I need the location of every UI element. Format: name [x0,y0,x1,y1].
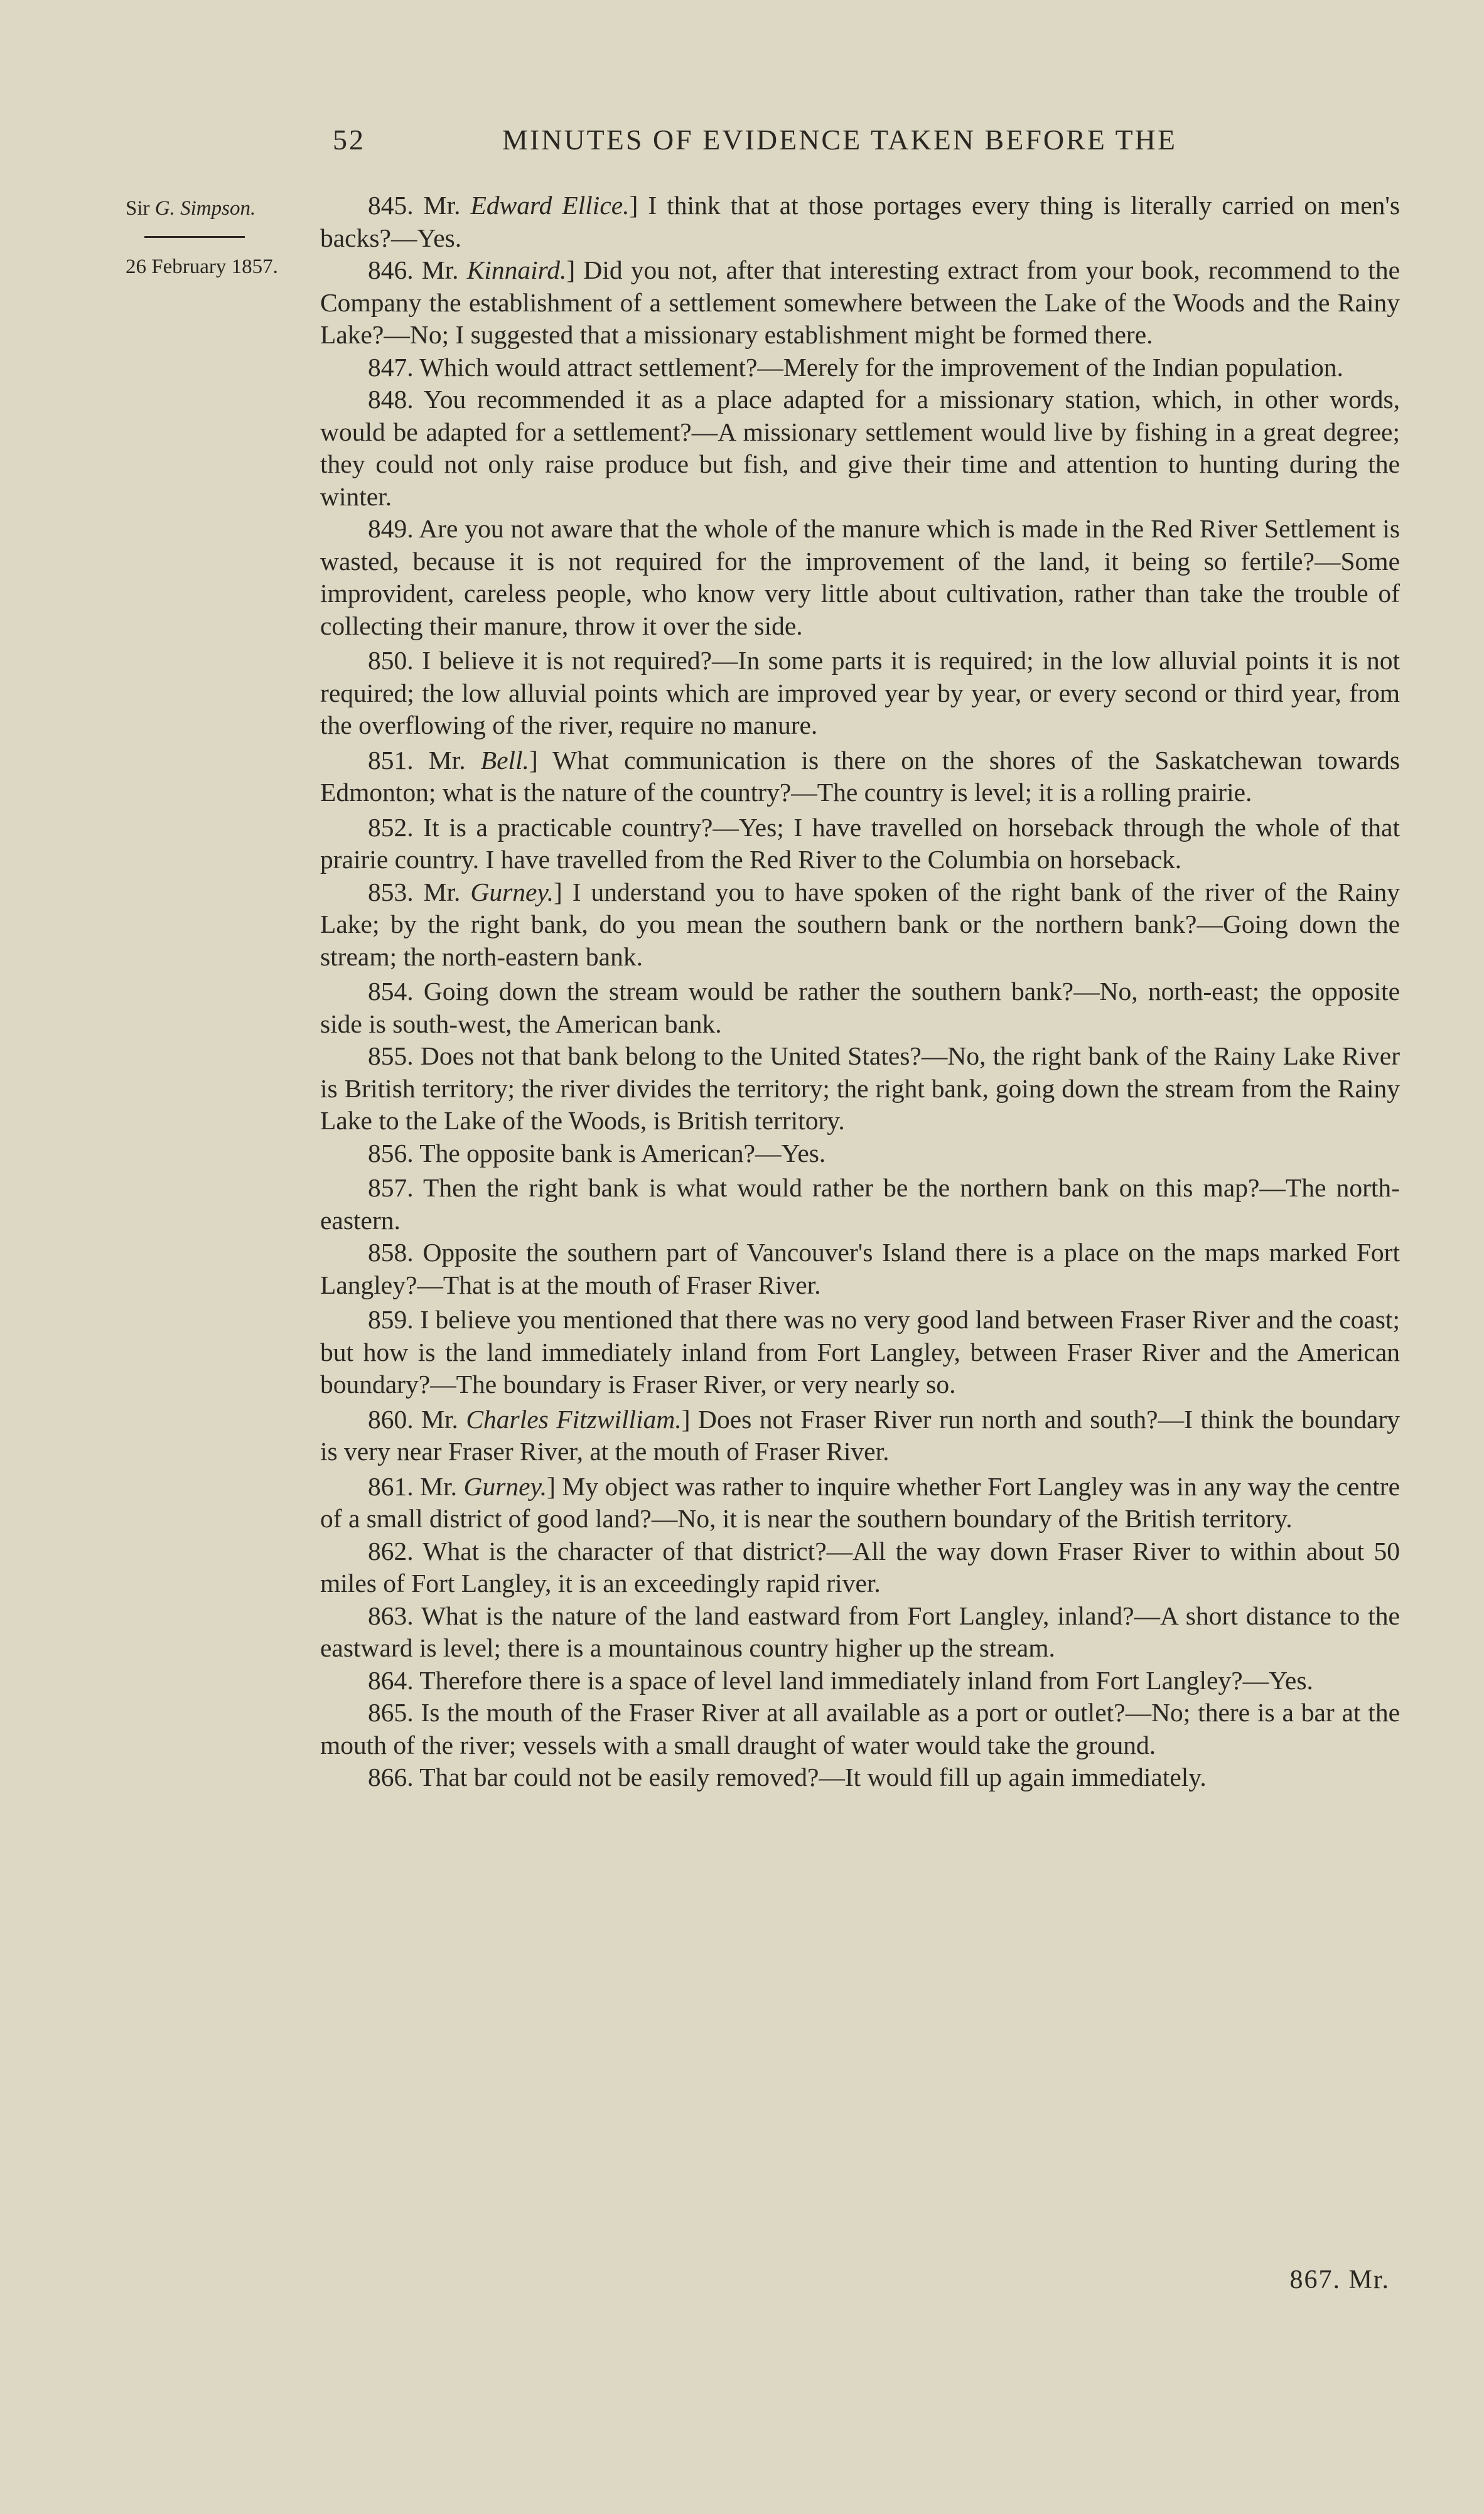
question-853 [320,876,1400,974]
question-text: Going down the stream would be rather the southern bank?—No, north-east; the opposite side is south-west, the American bank. [320,977,1401,1038]
margin-rule [144,236,245,238]
testimony-date: 26 February 1857. [126,255,278,278]
question-text: ] I understand you to have spoken of the right bank of the river of the Rainy Lake; by the right bank, do you mean the southern bank or the northern bank?—Going down the stream; the north-eastern bank. [320,877,1401,971]
question-number: 845. [368,191,414,220]
question-text: It is a practicable country?—Yes; I have travelled on horseback through the whole of that prairie country. I have travelled from the Red River to the Columbia on horseback. [320,812,1401,874]
question-text: Is the mouth of the Fraser River at all available as a port or outlet?—No; there is a bar at the mouth of the river; vessels with a small draught of water would take the ground. [320,1698,1401,1759]
question-number: 854. [368,977,414,1006]
question-854 [320,975,1400,1040]
question-864 [320,1665,1400,1697]
question-text: You recommended it as a place adapted for a missionary station, which, in other words, would be adapted for a settlement?—A missionary settlement would live by fishing in a great degree; they could not only raise produce but fish, and give their time and attention to hunting during the winter. [320,385,1400,511]
question-number: 863. [368,1601,414,1630]
running-title: MINUTES OF EVIDENCE TAKEN BEFORE THE [502,124,1177,156]
question-number: 849. [368,514,414,543]
question-863 [320,1600,1400,1665]
member-prefix: Mr. [428,745,466,775]
question-861 [320,1471,1400,1535]
member-name: Charles Fitzwilliam. [466,1404,682,1434]
question-text: ] What communication is there on the shores of the Saskatchewan towards Edmonton; what is the nature of the country?—The country is level; it is a rolling prairie. [320,745,1401,807]
question-866 [320,1761,1400,1794]
question-text: I believe it is not required?—In some parts it is required; in the low alluvial points it is not required; the low alluvial points which are improved year by year, or every second or third year, from the overflowing of the river, require no manure. [320,646,1400,739]
question-number: 852. [368,812,414,842]
question-number: 853. [368,877,414,906]
member-prefix: Mr. [423,191,461,220]
question-number: 850. [368,646,414,675]
question-851 [320,744,1400,809]
question-text: Which would attract settlement?—Merely for the improvement of the Indian population. [419,352,1343,382]
evidence-text [320,190,1400,1794]
member-prefix: Mr. [420,1471,457,1501]
question-858 [320,1237,1400,1301]
margin-note [126,193,333,282]
question-848 [320,384,1400,513]
member-name: Kinnaird. [466,255,567,284]
question-text: Are you not aware that the whole of the manure which is made in the Red River Settlement is wasted, because it is not required for the improvement of the land, it being so fertile?—Some improvident, careless people, who know very little about cultivation, rather than take the trouble of collecting their manure, throw it over the side. [320,514,1401,640]
question-text: ] Did you not, after that interesting extract from your book, recommend to the Company the establishment of a settlement somewhere between the Lake of the Woods and the Rainy Lake?—No; I suggested that a missionary establishment might be formed there. [320,255,1401,349]
question-855 [320,1040,1400,1137]
question-text: What is the nature of the land eastward from Fort Langley, inland?—A short distance to the eastward is level; there is a mountainous country higher up the stream. [320,1601,1400,1662]
question-number: 861. [368,1471,414,1501]
question-text: ] Does not Fraser River run north and south?—I think the boundary is very near Fraser River, at the mouth of Fraser River. [320,1404,1401,1466]
question-845 [320,190,1400,254]
question-862 [320,1535,1400,1600]
member-name: Gurney. [463,1471,547,1501]
question-number: 866. [368,1763,414,1791]
question-852 [320,812,1400,876]
question-number: 860. [368,1404,414,1434]
witness-name: Sir G. Simpson. [126,197,256,220]
question-text: ] My object was rather to inquire whether Fort Langley was in any way the centre of a small district of good land?—No, it is near the southern boundary of the British territory. [320,1471,1400,1533]
question-865 [320,1697,1400,1761]
question-850 [320,645,1400,742]
question-text: Does not that bank belong to the United States?—No, the right bank of the Rainy Lake River is British territory; the river divides the territory; the right bank, going down the stream from the Rainy Lake to the Lake of the Woods, is British territory. [320,1041,1401,1135]
question-number: 846. [368,255,414,284]
question-text: The opposite bank is American?—Yes. [419,1138,826,1168]
question-number: 847. [368,352,414,382]
member-name: Bell. [480,745,529,775]
member-prefix: Mr. [423,877,461,906]
question-number: 855. [368,1041,414,1070]
question-text: That bar could not be easily removed?—It would fill up again immediately. [419,1763,1207,1791]
question-846 [320,254,1400,352]
question-text: Then the right bank is what would rather be the northern bank on this map?—The north-eastern. [320,1173,1400,1235]
question-text: Opposite the southern part of Vancouver's Island there is a place on the maps marked Fort Langley?—That is at the mouth of Fraser River. [320,1238,1401,1299]
question-857 [320,1172,1400,1237]
member-prefix: Mr. [421,255,459,284]
question-text: ] I think that at those portages every thing is literally carried on men's backs?—Yes. [320,191,1400,252]
question-number: 862. [368,1536,414,1566]
question-859 [320,1304,1400,1401]
question-number: 864. [368,1665,414,1695]
question-number: 857. [368,1173,414,1202]
question-number: 851. [368,745,414,775]
question-number: 858. [368,1238,414,1267]
question-860 [320,1404,1400,1468]
question-text: What is the character of that district?—All the way down Fraser River to within about 50 miles of Fort Langley, it is an exceedingly rapid river. [320,1536,1400,1598]
question-849 [320,513,1400,642]
question-number: 856. [368,1138,414,1168]
question-856 [320,1137,1400,1170]
question-847 [320,352,1400,384]
question-number: 848. [368,385,414,414]
question-number: 865. [368,1698,414,1727]
page-number: 52 [333,124,365,156]
member-prefix: Mr. [421,1404,458,1434]
question-text: Therefore there is a space of level land immediately inland from Fort Langley?—Yes. [419,1665,1313,1695]
catchword: 867. Mr. [1289,2265,1390,2294]
member-name: Gurney. [470,877,554,906]
question-text: I believe you mentioned that there was no very good land between Fraser River and the coast; but how is the land immediately inland from Fort Langley, between Fraser River and the American boundary?—The boundary is Fraser River, or very nearly so. [320,1305,1401,1399]
member-name: Edward Ellice. [470,191,630,220]
question-number: 859. [368,1305,414,1334]
